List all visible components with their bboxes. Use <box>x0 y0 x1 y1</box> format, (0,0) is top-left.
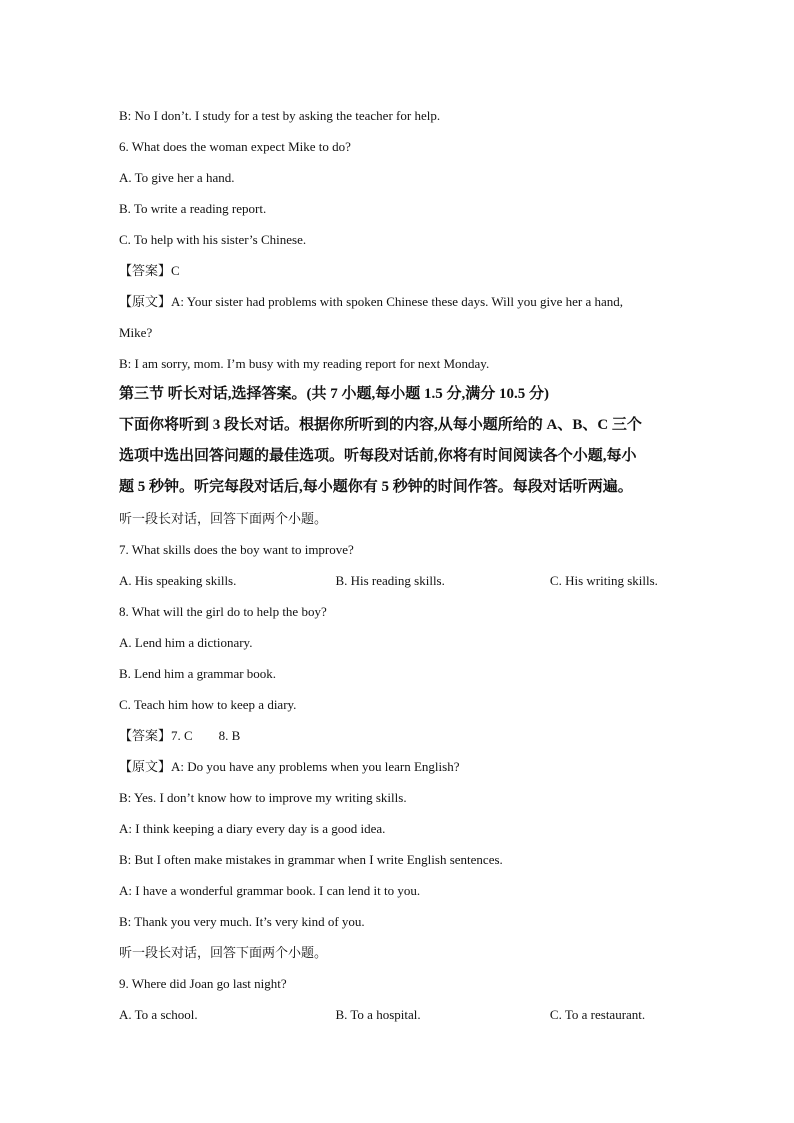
question-8: 8. What will the girl do to help the boy? <box>119 604 327 619</box>
question-9: 9. Where did Joan go last night? <box>119 976 287 991</box>
q6-option-b: B. To write a reading report. <box>119 201 267 216</box>
dialogue-intro: 听一段长对话，回答下面两个小题。 <box>119 511 328 526</box>
q7-option-c: C. His writing skills. <box>549 573 658 588</box>
q7-8-transcript-line: B: But I often make mistakes in grammar when I write English sentences. <box>119 852 503 867</box>
section-instructions: 选项中选出回答问题的最佳选项。听每段对话前,你将有时间阅读各个小题,每小 <box>119 448 637 464</box>
question-7: 7. What skills does the boy want to improve? <box>119 542 354 557</box>
q7-option-a: A. His speaking skills. <box>119 573 237 588</box>
q8-option-c: C. Teach him how to keep a diary. <box>119 697 297 712</box>
q7-8-transcript-line: A: I think keeping a diary every day is a good idea. <box>119 821 386 836</box>
q7-8-transcript-line: 【原文】A: Do you have any problems when you learn English? <box>119 759 460 774</box>
q9-options <box>119 999 679 1030</box>
question-6: 6. What does the woman expect Mike to do? <box>119 139 351 154</box>
q7-8-transcript-line: B: Yes. I don’t know how to improve my writing skills. <box>119 790 407 805</box>
q7-options <box>119 565 679 596</box>
q6-transcript-line: B: I am sorry, mom. I’m busy with my reading report for next Monday. <box>119 356 490 371</box>
section-instructions: 下面你将听到 3 段长对话。根据你所听到的内容,从每小题所给的 A、B、C 三个 <box>119 417 642 433</box>
section-heading: 第三节 听长对话,选择答案。(共 7 小题,每小题 1.5 分,满分 10.5 分) <box>119 386 549 402</box>
q7-8-transcript-line: B: Thank you very much. It’s very kind of you. <box>119 914 365 929</box>
q6-option-c: C. To help with his sister’s Chinese. <box>119 232 307 247</box>
q7-option-b: B. His reading skills. <box>335 573 445 588</box>
q7-8-transcript-line: A: I have a wonderful grammar book. I can lend it to you. <box>119 883 421 898</box>
q8-option-a: A. Lend him a dictionary. <box>119 635 253 650</box>
q6-answer: 【答案】C <box>119 263 180 278</box>
q6-option-a: A. To give her a hand. <box>119 170 235 185</box>
dialogue-intro: 听一段长对话，回答下面两个小题。 <box>119 945 328 960</box>
section-instructions: 题 5 秒钟。听完每段对话后,每小题你有 5 秒钟的时间作答。每段对话听两遍。 <box>119 479 633 495</box>
document-page <box>119 100 679 1030</box>
q8-option-b: B. Lend him a grammar book. <box>119 666 277 681</box>
q7-8-answer: 【答案】7. C 8. B <box>119 728 241 743</box>
dialogue-line: B: No I don’t. I study for a test by asking the teacher for help. <box>119 108 441 123</box>
q9-option-b: B. To a hospital. <box>335 1007 421 1022</box>
q9-option-a: A. To a school. <box>119 1007 198 1022</box>
q9-option-c: C. To a restaurant. <box>549 1007 646 1022</box>
q6-transcript-line: Mike? <box>119 325 153 340</box>
q6-transcript-line: 【原文】A: Your sister had problems with spoken Chinese these days. Will you give her a hand, <box>119 294 624 309</box>
